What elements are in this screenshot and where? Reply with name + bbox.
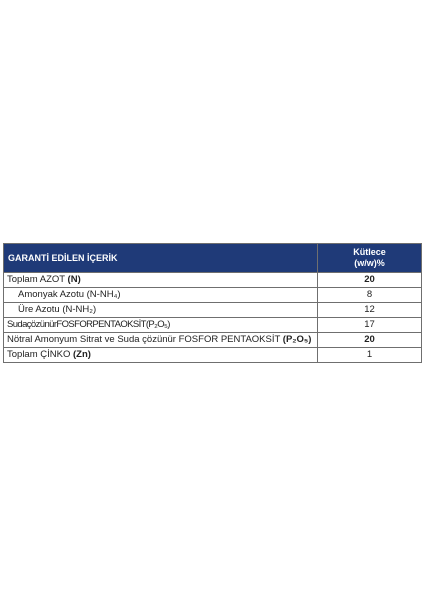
guaranteed-content-table: [3, 243, 422, 363]
row-value: 1: [318, 348, 422, 363]
row-label: [4, 318, 318, 333]
header-content-title: GARANTİ EDİLEN İÇERİK: [4, 244, 318, 273]
row-label-bold: (N): [67, 274, 81, 285]
row-label-text: Nötral Amonyum Sitrat ve Suda çözünür FOSFOR PENTAOKSİT: [7, 334, 283, 345]
row-label-text: Üre Azotu (N-NH₂): [18, 304, 97, 315]
table-header-row: [4, 244, 422, 273]
row-value: 20: [318, 333, 422, 348]
table-row-neutral-ammonium-citrate-p2o5: [4, 333, 422, 348]
row-label: [4, 333, 318, 348]
row-label-text: SudaçözünürFOSFORPENTAOKSİT(P₂O₅): [7, 319, 170, 330]
table-row-ammonium-nitrogen: [4, 288, 422, 303]
table-row-total-zinc: [4, 348, 422, 363]
row-label: [4, 303, 318, 318]
row-value: 17: [318, 318, 422, 333]
row-label: [4, 273, 318, 288]
row-label: [4, 348, 318, 363]
row-label-text: Amonyak Azotu (N-NH₄): [18, 289, 121, 300]
row-label: [4, 288, 318, 303]
row-label-bold: (Zn): [73, 349, 91, 360]
header-mass-line1: Kütlece: [353, 247, 386, 257]
row-value: 8: [318, 288, 422, 303]
row-value: 20: [318, 273, 422, 288]
table-row-urea-nitrogen: [4, 303, 422, 318]
guaranteed-content-table-container: [3, 243, 421, 363]
header-mass-line2: (w/w)%: [354, 258, 385, 268]
table-row-total-nitrogen: [4, 273, 422, 288]
header-mass-percent: [318, 244, 422, 273]
row-label-text: Toplam ÇİNKO: [7, 349, 73, 360]
row-label-bold: (P₂O₅): [282, 334, 312, 345]
row-value: 12: [318, 303, 422, 318]
row-label-text: Toplam AZOT: [7, 274, 68, 285]
table-row-water-soluble-p2o5: [4, 318, 422, 333]
